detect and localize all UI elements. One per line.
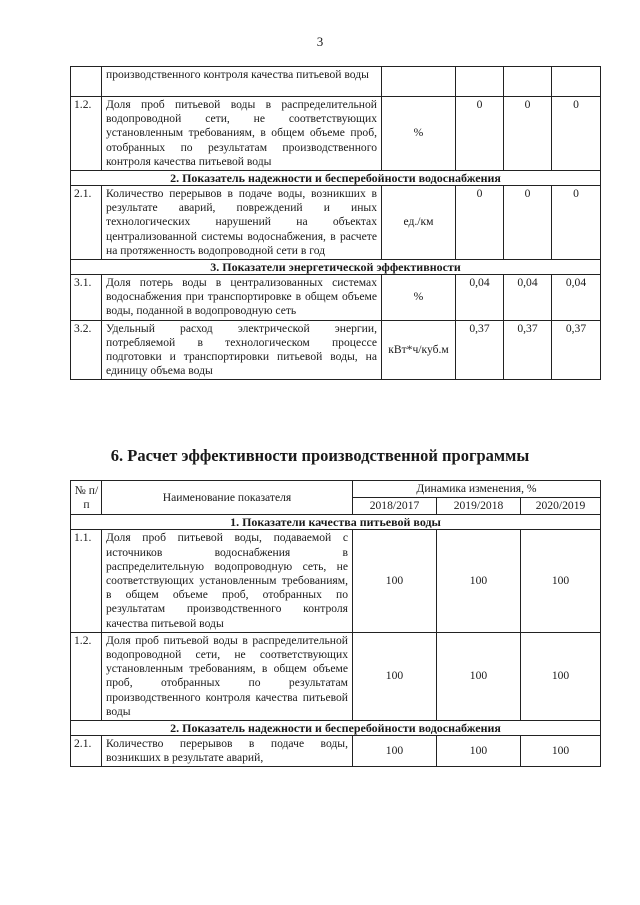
efficiency-table	[70, 480, 601, 767]
unit-cell: кВт*ч/куб.м	[382, 320, 456, 380]
row-number: 3.2.	[71, 320, 102, 380]
column-header-name: Наименование показателя	[102, 481, 353, 515]
value-cell: 0	[552, 186, 601, 260]
section-title: 6. Расчет эффективности производственной программы	[110, 446, 530, 465]
table-row	[71, 97, 601, 171]
indicator-name: Удельный расход электрической энергии, потребляемой в технологическом процессе подготовки и транспортировки питьевой воды, на единицу объема воды	[102, 320, 382, 380]
unit-cell: %	[382, 97, 456, 171]
value-cell: 0	[504, 186, 552, 260]
value-cell: 100	[353, 530, 437, 632]
value-cell: 0	[504, 97, 552, 171]
indicator-name: Доля проб питьевой воды в распределительной водопроводной сети, не соответствующих установленным требованиям, в общем объеме проб, отобранных по результатам производственного контроля качества питьевой воды	[102, 632, 353, 720]
value-cell: 100	[353, 736, 437, 767]
column-header-year: 2020/2019	[521, 498, 601, 515]
row-number: 2.1.	[71, 186, 102, 260]
section-heading: 2. Показатель надежности и бесперебойности водоснабжения	[71, 721, 601, 736]
unit-cell: %	[382, 275, 456, 321]
value-cell: 100	[353, 632, 437, 720]
section-heading: 1. Показатели качества питьевой воды	[71, 515, 601, 530]
row-number: 1.1.	[71, 530, 102, 632]
column-header-year: 2018/2017	[353, 498, 437, 515]
indicators-table	[70, 66, 601, 380]
unit-cell: ед./км	[382, 186, 456, 260]
value-cell: 0,04	[504, 275, 552, 321]
value-cell: 100	[437, 632, 521, 720]
column-header-dynamics: Динамика изменения, %	[353, 481, 601, 498]
value-cell: 100	[521, 530, 601, 632]
section-heading: 2. Показатель надежности и бесперебойности водоснабжения	[71, 171, 601, 186]
value-cell: 100	[437, 736, 521, 767]
indicator-name: Доля проб питьевой воды, подаваемой с источников водоснабжения в распределительную водопроводную сеть, не соответствующих установленным требованиям, в общем объеме проб, отобранных по результатам производственного контроля качества питьевой воды	[102, 530, 353, 632]
section-heading: 3. Показатели энергетической эффективности	[71, 260, 601, 275]
page-number: 3	[316, 34, 324, 49]
value-cell: 0,37	[552, 320, 601, 380]
row-number: 1.2.	[71, 97, 102, 171]
value-cell: 100	[521, 632, 601, 720]
indicator-name: Доля проб питьевой воды в распределительной водопроводной сети, не соответствующих установленным требованиям, в общем объеме проб, отобранных по результатам производственного контроля качества питьевой воды	[102, 97, 382, 171]
value-cell: 0,37	[504, 320, 552, 380]
value-cell: 0	[552, 97, 601, 171]
table-row	[71, 320, 601, 380]
table-row	[71, 67, 601, 97]
value-cell: 0	[456, 97, 504, 171]
indicator-name: Количество перерывов в подаче воды, возникших в результате аварий,	[102, 736, 353, 767]
value-cell: 0,04	[456, 275, 504, 321]
value-cell: 0,04	[552, 275, 601, 321]
value-cell: 0,37	[456, 320, 504, 380]
table-row	[71, 632, 601, 720]
indicator-name: Доля потерь воды в централизованных системах водоснабжения при транспортировке в общем объеме воды, поданной в водопроводную сеть	[102, 275, 382, 321]
value-cell: 100	[437, 530, 521, 632]
indicator-name: производственного контроля качества питьевой воды	[102, 67, 382, 97]
value-cell: 0	[456, 186, 504, 260]
value-cell: 100	[521, 736, 601, 767]
table-row	[71, 736, 601, 767]
table-row	[71, 275, 601, 321]
table-row	[71, 186, 601, 260]
row-number: 2.1.	[71, 736, 102, 767]
column-header-year: 2019/2018	[437, 498, 521, 515]
table-row	[71, 530, 601, 632]
indicator-name: Количество перерывов в подаче воды, возникших в результате аварий, повреждений и иных технологических нарушений на объектах централизованной системы водоснабжения, в расчете на протяженность водопроводной сети в год	[102, 186, 382, 260]
row-number: 3.1.	[71, 275, 102, 321]
column-header-number: № п/п	[71, 481, 102, 515]
row-number: 1.2.	[71, 632, 102, 720]
